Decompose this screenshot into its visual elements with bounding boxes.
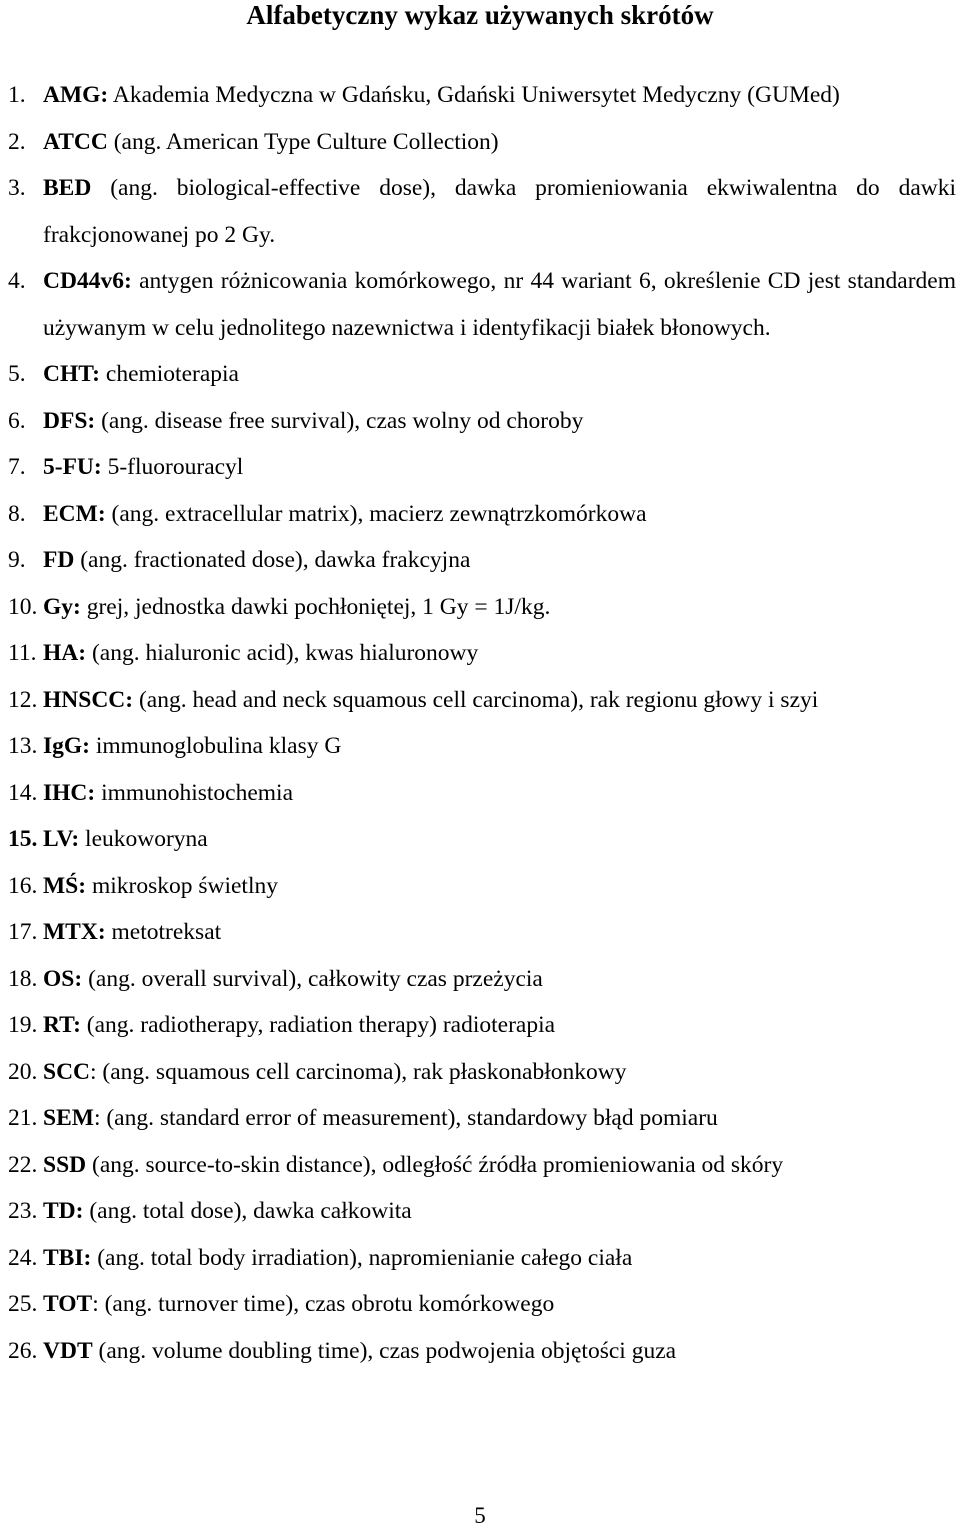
list-item (8, 770, 956, 817)
item-body (43, 1188, 956, 1235)
item-definition: (ang. American Type Culture Collection) (107, 128, 499, 155)
item-abbreviation: VDT (43, 1337, 93, 1364)
item-abbreviation: OS: (43, 965, 83, 992)
item-number: 4. (8, 268, 26, 294)
item-abbreviation: LV: (43, 826, 80, 852)
list-item (8, 1095, 956, 1142)
item-body (43, 1142, 956, 1189)
item-body (43, 1281, 956, 1328)
page-title: Alfabetyczny wykaz używanych skrótów (246, 0, 714, 30)
item-number: 2. (8, 128, 26, 155)
item-number: 15. (8, 826, 38, 852)
item-definition: immunoglobulina klasy G (90, 733, 342, 759)
item-body (43, 1095, 956, 1142)
page-number: 5 (474, 1503, 486, 1528)
item-body (43, 1328, 956, 1375)
item-abbreviation: TD: (43, 1198, 84, 1224)
item-abbreviation: RT: (43, 1012, 81, 1038)
item-body (43, 723, 956, 770)
item-body (43, 816, 956, 863)
list-item (8, 1235, 956, 1282)
item-number: 11. (8, 640, 37, 666)
item-number: 26. (8, 1337, 38, 1364)
list-item (8, 584, 956, 631)
list-item (8, 816, 956, 863)
item-body (43, 72, 956, 119)
item-number: 13. (8, 733, 38, 759)
item-number: 3. (8, 175, 26, 201)
item-definition: 5-fluorouracyl (101, 454, 244, 480)
list-item (8, 258, 956, 351)
item-abbreviation: SCC (43, 1058, 91, 1085)
item-body (43, 770, 956, 817)
item-abbreviation: TOT (43, 1291, 93, 1317)
list-item (8, 1328, 956, 1375)
item-definition: chemioterapia (100, 361, 239, 387)
item-abbreviation: MŚ: (43, 872, 87, 899)
list-item (8, 119, 956, 166)
item-number: 1. (8, 82, 26, 108)
list-item (8, 1049, 956, 1096)
item-definition: immunohistochemia (95, 779, 293, 806)
item-abbreviation: MTX: (43, 919, 106, 945)
item-definition: (ang. source-to-skin distance), odległość źródła promieniowania od skóry (86, 1151, 784, 1178)
item-body (43, 1049, 956, 1096)
item-definition: mikroskop świetlny (86, 872, 278, 899)
item-number: 22. (8, 1151, 38, 1178)
item-number: 20. (8, 1058, 38, 1085)
item-number: 12. (8, 686, 38, 713)
item-body (43, 1235, 956, 1282)
list-item (8, 1142, 956, 1189)
item-definition: (ang. extracellular matrix), macierz zewnątrzkomórkowa (105, 500, 647, 527)
item-definition: (ang. total dose), dawka całkowita (83, 1198, 412, 1224)
item-number: 25. (8, 1291, 38, 1317)
item-definition: (ang. volume doubling time), czas podwojenia objętości guza (92, 1337, 677, 1364)
item-number: 17. (8, 919, 38, 945)
item-number: 18. (8, 965, 38, 992)
list-item (8, 630, 956, 677)
item-definition: (ang. overall survival), całkowity czas przeżycia (82, 965, 543, 992)
item-definition: (ang. biological-effective dose), dawka promieniowania ekwiwalentna do dawki frakcjonowanej po 2 Gy. (43, 175, 956, 248)
item-body (43, 491, 956, 538)
item-definition: Akademia Medyczna w Gdańsku, Gdański Uniwersytet Medyczny (GUMed) (108, 82, 840, 108)
list-item (8, 723, 956, 770)
list-item (8, 398, 956, 445)
item-abbreviation: TBI: (43, 1244, 92, 1271)
item-number: 8. (8, 500, 26, 527)
item-abbreviation: SSD (43, 1151, 87, 1178)
item-body (43, 584, 956, 631)
item-abbreviation: ECM: (43, 500, 106, 527)
item-body (43, 630, 956, 677)
item-definition: (ang. head and neck squamous cell carcinoma), rak regionu głowy i szyi (133, 686, 819, 713)
item-body (43, 909, 956, 956)
item-abbreviation: HNSCC: (43, 686, 134, 713)
item-number: 6. (8, 407, 26, 434)
item-definition: (ang. total body irradiation), napromienianie całego ciała (91, 1244, 633, 1271)
item-abbreviation: SEM (43, 1105, 94, 1131)
item-abbreviation: IgG: (43, 733, 90, 759)
item-body (43, 165, 956, 258)
item-body (43, 351, 956, 398)
item-number: 24. (8, 1244, 38, 1271)
item-body (43, 956, 956, 1003)
item-definition: antygen różnicowania komórkowego, nr 44 wariant 6, określenie CD jest standardem używanym w celu jednolitego nazewnictwa i identyfikacji białek błonowych. (43, 268, 956, 341)
item-abbreviation: BED (43, 175, 92, 201)
item-definition: : (ang. turnover time), czas obrotu komórkowego (92, 1291, 555, 1317)
item-number: 16. (8, 872, 38, 899)
list-item (8, 444, 956, 491)
item-definition: : (ang. squamous cell carcinoma), rak płaskonabłonkowy (90, 1058, 627, 1085)
item-abbreviation: 5-FU: (43, 454, 102, 480)
item-number: 5. (8, 361, 26, 387)
item-number: 23. (8, 1198, 38, 1224)
list-item (8, 491, 956, 538)
list-item (8, 351, 956, 398)
item-body (43, 537, 956, 584)
item-abbreviation: FD (43, 547, 75, 573)
item-abbreviation: IHC: (43, 779, 96, 806)
list-item (8, 537, 956, 584)
item-number: 7. (8, 454, 26, 480)
item-definition: (ang. hialuronic acid), kwas hialuronowy (86, 640, 479, 666)
list-item (8, 72, 956, 119)
item-body (43, 677, 956, 724)
item-body (43, 1002, 956, 1049)
abbreviation-list (8, 72, 956, 1374)
list-item (8, 677, 956, 724)
item-definition: grej, jednostka dawki pochłoniętej, 1 Gy = 1J/kg. (80, 593, 551, 620)
item-abbreviation: HA: (43, 640, 87, 666)
item-definition: : (ang. standard error of measurement), standardowy błąd pomiaru (93, 1105, 718, 1131)
list-item (8, 1188, 956, 1235)
item-body (43, 119, 956, 166)
item-abbreviation: CHT: (43, 361, 101, 387)
list-item (8, 1281, 956, 1328)
item-abbreviation: AMG: (43, 82, 109, 108)
list-item (8, 1002, 956, 1049)
item-abbreviation: ATCC (43, 128, 108, 155)
item-body (43, 258, 956, 351)
item-abbreviation: CD44v6: (43, 268, 132, 294)
item-number: 10. (8, 593, 38, 620)
item-body (43, 444, 956, 491)
item-definition: (ang. fractionated dose), dawka frakcyjna (74, 547, 471, 573)
list-item (8, 165, 956, 258)
item-number: 21. (8, 1105, 38, 1131)
item-definition: leukoworyna (79, 826, 208, 852)
item-definition: (ang. radiotherapy, radiation therapy) radioterapia (80, 1012, 556, 1038)
item-definition: (ang. disease free survival), czas wolny od choroby (95, 407, 584, 434)
item-definition: metotreksat (105, 919, 222, 945)
item-number: 14. (8, 779, 38, 806)
list-item (8, 909, 956, 956)
item-abbreviation: Gy: (43, 593, 81, 620)
item-number: 9. (8, 547, 26, 573)
item-body (43, 863, 956, 910)
item-number: 19. (8, 1012, 38, 1038)
item-abbreviation: DFS: (43, 407, 96, 434)
list-item (8, 956, 956, 1003)
list-item (8, 863, 956, 910)
item-body (43, 398, 956, 445)
